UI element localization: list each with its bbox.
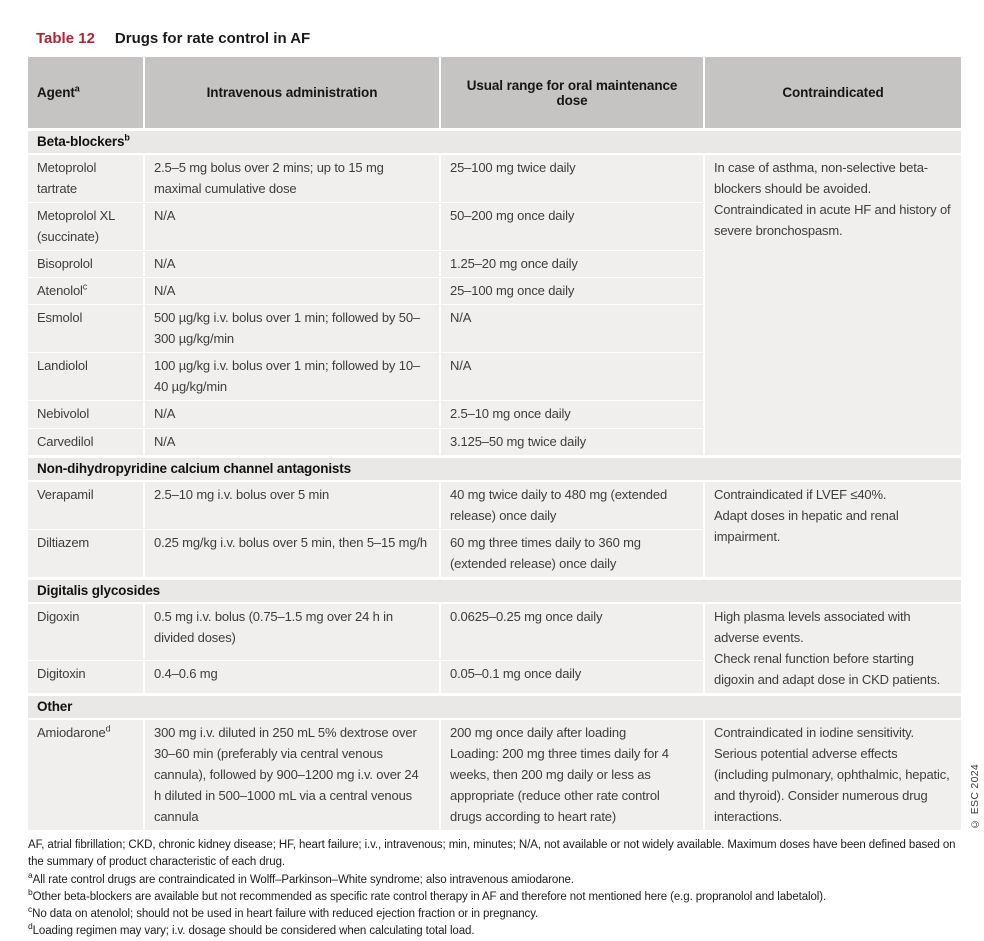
column-header-label: Usual range for oral maintenance dose	[466, 77, 678, 108]
oral-dose-cell	[439, 720, 703, 830]
contraindicated-cell	[703, 720, 961, 830]
table-container	[28, 57, 981, 831]
contraindicated-cell	[703, 604, 961, 693]
table-number: Table 12	[36, 30, 95, 47]
oral-dose-cell	[439, 250, 703, 277]
agent-cell	[28, 482, 143, 529]
cell-text: 2.5–5 mg bolus over 2 mins; up to 15 mg maximal cumulative dose	[154, 160, 384, 197]
oral-dose-cell	[439, 482, 703, 529]
oral-dose-cell	[439, 352, 703, 400]
agent-cell	[28, 304, 143, 352]
agent-cell	[28, 529, 143, 577]
cell-text: N/A	[154, 433, 176, 449]
agent-name: Digoxin	[37, 608, 80, 624]
section-header-cell	[28, 577, 961, 604]
iv-administration-cell	[143, 604, 439, 661]
footnote-text: Loading regimen may vary; i.v. dosage should be considered when calculating total load.	[32, 925, 475, 938]
agent-name: Metoprolol XL (succinate)	[37, 208, 115, 245]
oral-dose-cell	[439, 202, 703, 250]
contraindicated-cell	[703, 482, 961, 577]
table-row	[28, 155, 961, 202]
agent-cell	[28, 155, 143, 202]
cell-text: 3.125–50 mg twice daily	[450, 433, 587, 449]
footnotes	[28, 837, 974, 941]
table-row	[28, 604, 961, 661]
iv-administration-cell	[143, 660, 439, 693]
section-row	[28, 455, 961, 482]
iv-administration-cell	[143, 202, 439, 250]
cell-text: 60 mg three times daily to 360 mg (extended release) once daily	[450, 534, 641, 571]
cell-text: N/A	[450, 358, 472, 374]
cell-text: In case of asthma, non-selective beta-blockers should be avoided.	[714, 160, 928, 197]
column-header-iv	[143, 57, 439, 128]
footnote-text: AF, atrial fibrillation; CKD, chronic kidney disease; HF, heart failure; i.v., intravenous; min, minutes; N/A, not available or not widely available. Maximum doses have been defined based on the summary of product characteristic of each drug.	[28, 839, 956, 869]
section-label: Beta-blockers	[37, 134, 125, 149]
oral-dose-cell	[439, 400, 703, 427]
agent-name: Verapamil	[37, 486, 94, 502]
cell-text: N/A	[154, 283, 176, 299]
cell-text: 500 µg/kg i.v. bolus over 1 min; followed by 50–300 µg/kg/min	[154, 310, 420, 347]
iv-administration-cell	[143, 352, 439, 400]
agent-cell	[28, 604, 143, 661]
cell-text: 0.0625–0.25 mg once daily	[450, 608, 603, 624]
agent-name: Diltiazem	[37, 534, 90, 550]
agent-cell	[28, 352, 143, 400]
cell-text: Check renal function before starting digoxin and adapt dose in CKD patients.	[714, 650, 941, 687]
cell-text: 300 mg i.v. diluted in 250 mL 5% dextrose over 30–60 min (preferably via central venous cannula), followed by 900–1200 mg i.v. over 24 h diluted in 500–1000 mL via a central venous cannula	[154, 724, 419, 825]
agent-name: Esmolol	[37, 310, 83, 326]
agent-cell	[28, 720, 143, 830]
oral-dose-cell	[439, 155, 703, 202]
footnote-line	[28, 837, 974, 872]
cell-text: 100 µg/kg i.v. bolus over 1 min; followed by 10–40 µg/kg/min	[154, 358, 420, 395]
iv-administration-cell	[143, 720, 439, 830]
oral-dose-cell	[439, 660, 703, 693]
footnote-marker: a	[74, 83, 80, 94]
agent-cell	[28, 277, 143, 304]
cell-text: 2.5–10 mg once daily	[450, 406, 571, 422]
cell-text: 50–200 mg once daily	[450, 208, 575, 224]
cell-text: Contraindicated in acute HF and history of severe bronchospasm.	[714, 202, 951, 239]
iv-administration-cell	[143, 277, 439, 304]
section-header-cell	[28, 455, 961, 482]
cell-text: 200 mg once daily after loading	[450, 724, 627, 740]
iv-administration-cell	[143, 529, 439, 577]
footnote-text: No data on atenolol; should not be used in heart failure with reduced ejection fraction or in pregnancy.	[32, 908, 539, 921]
agent-cell	[28, 428, 143, 455]
section-row	[28, 693, 961, 720]
cell-text: Contraindicated in iodine sensitivity.	[714, 724, 915, 740]
section-row	[28, 128, 961, 155]
footnote-line	[28, 869, 974, 889]
footnote-marker: d	[105, 723, 111, 734]
oral-dose-cell	[439, 277, 703, 304]
cell-text: 0.5 mg i.v. bolus (0.75–1.5 mg over 24 h in divided doses)	[154, 608, 394, 645]
cell-text: 0.05–0.1 mg once daily	[450, 666, 582, 682]
contraindicated-cell	[703, 155, 961, 455]
cell-text: N/A	[154, 208, 176, 224]
cell-text: 0.25 mg/kg i.v. bolus over 5 min, then 5–15 mg/h	[154, 534, 427, 550]
table-title	[36, 30, 984, 47]
agent-cell	[28, 250, 143, 277]
cell-text: 40 mg twice daily to 480 mg (extended release) once daily	[450, 486, 668, 523]
section-header-cell	[28, 693, 961, 720]
table-caption: Drugs for rate control in AF	[114, 30, 311, 47]
agent-name: Digitoxin	[37, 666, 86, 682]
agent-name: Landiolol	[37, 358, 88, 374]
iv-administration-cell	[143, 428, 439, 455]
agent-name: Nebivolol	[37, 406, 90, 422]
oral-dose-cell	[439, 428, 703, 455]
cell-text: 25–100 mg twice daily	[450, 160, 576, 175]
footnote-marker: c	[82, 281, 88, 292]
agent-name: Amiodarone	[37, 724, 106, 740]
footnote-marker: a	[28, 869, 33, 880]
agent-cell	[28, 202, 143, 250]
footnote-line	[28, 923, 974, 940]
agent-cell	[28, 400, 143, 427]
esc-copyright: © ESC 2024	[969, 764, 981, 831]
section-label: Non-dihydropyridine calcium channel antagonists	[37, 460, 351, 476]
iv-administration-cell	[143, 250, 439, 277]
section-header-cell	[28, 128, 961, 155]
cell-text: Adapt doses in hepatic and renal impairment.	[714, 507, 899, 544]
iv-administration-cell	[143, 400, 439, 427]
cell-text: Loading: 200 mg three times daily for 4 weeks, then 200 mg daily or less as appropriate (reduce other rate control drugs according to heart rate)	[450, 745, 669, 825]
agent-name: Atenolol	[37, 283, 83, 299]
iv-administration-cell	[143, 304, 439, 352]
footnote-line	[28, 889, 974, 906]
cell-text: High plasma levels associated with adverse events.	[714, 608, 911, 645]
cell-text: N/A	[154, 406, 176, 422]
column-header-contraindicated	[703, 57, 961, 128]
iv-administration-cell	[143, 482, 439, 529]
footnote-text: All rate control drugs are contraindicated in Wolff–Parkinson–White syndrome; also intravenous amiodarone.	[32, 873, 574, 886]
footnote-marker: c	[28, 904, 33, 915]
cell-text: N/A	[154, 256, 176, 272]
cell-text: 0.4–0.6 mg	[154, 666, 218, 682]
oral-dose-cell	[439, 304, 703, 352]
drugs-rate-control-table	[28, 57, 961, 830]
column-header-agent	[28, 57, 143, 128]
cell-text: N/A	[450, 310, 472, 326]
column-header-label: Contraindicated	[782, 85, 884, 100]
agent-name: Bisoprolol	[37, 256, 93, 272]
section-label: Digitalis glycosides	[37, 582, 161, 598]
cell-text: 2.5–10 mg i.v. bolus over 5 min	[154, 486, 330, 502]
oral-dose-cell	[439, 604, 703, 661]
column-header-label: Intravenous administration	[206, 85, 378, 100]
agent-name: Metoprolol tartrate	[37, 160, 97, 197]
table-header-row	[28, 57, 961, 128]
section-label: Other	[37, 698, 73, 714]
cell-text: 1.25–20 mg once daily	[450, 256, 578, 272]
table-row	[28, 720, 961, 830]
cell-text: Serious potential adverse effects (including pulmonary, ophthalmic, hepatic, and thyroid). Consider numerous drug interactions.	[714, 745, 950, 825]
section-row	[28, 577, 961, 604]
footnote-marker: b	[28, 887, 33, 898]
iv-administration-cell	[143, 155, 439, 202]
cell-text: 25–100 mg once daily	[450, 283, 575, 299]
footnote-marker: d	[28, 921, 33, 932]
table-row	[28, 482, 961, 529]
footnote-text: Other beta-blockers are available but not recommended as specific rate control therapy in AF and therefore not mentioned here (e.g. propranolol and labetalol).	[32, 890, 827, 903]
agent-name: Carvedilol	[37, 433, 94, 449]
agent-cell	[28, 660, 143, 693]
oral-dose-cell	[439, 529, 703, 577]
column-header-oral	[439, 57, 703, 128]
footnote-line	[28, 906, 974, 923]
footnote-marker: b	[124, 132, 130, 143]
cell-text: Contraindicated if LVEF ≤40%.	[714, 486, 887, 502]
column-header-label: Agent	[37, 85, 75, 100]
